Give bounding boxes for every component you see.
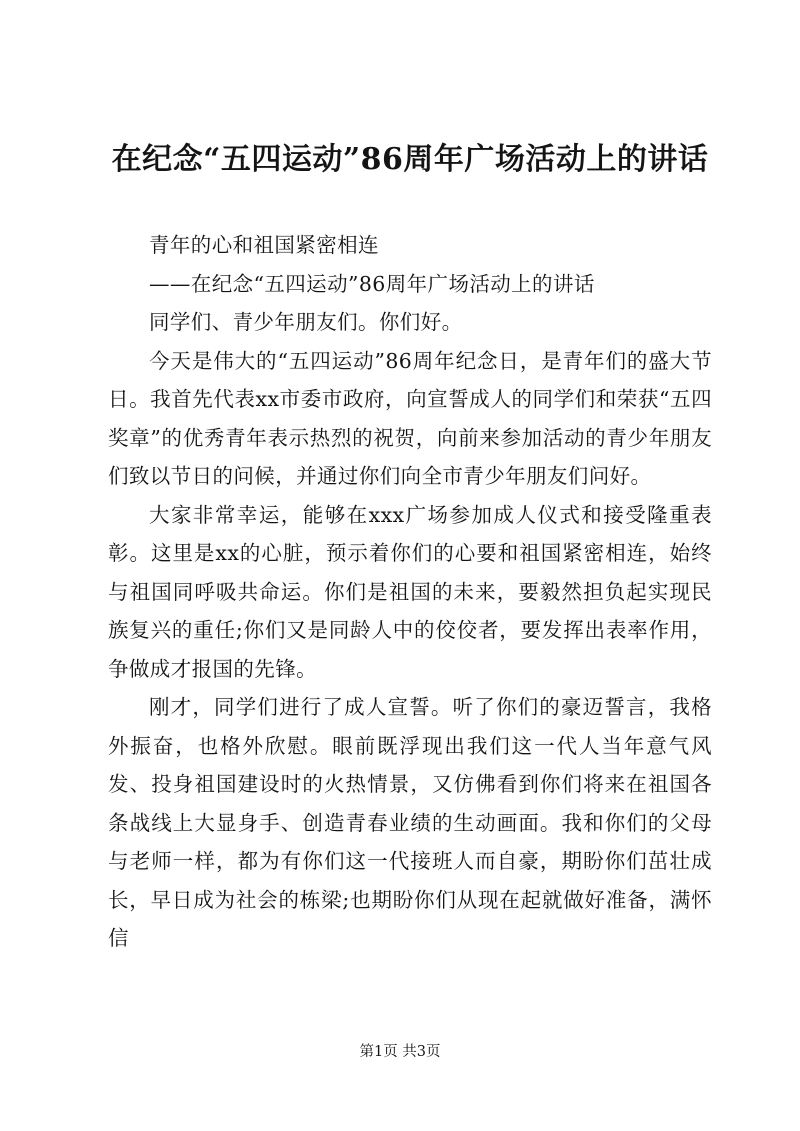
document-title: 在纪念“五四运动”86周年广场活动上的讲话 xyxy=(111,142,709,177)
paragraph: 刚才，同学们进行了成人宣誓。听了你们的豪迈誓言，我格外振奋，也格外欣慰。眼前既浮现出我们这一代人当年意气风发、投身祖国建设时的火热情景，又仿佛看到你们将来在祖国各条战线上大显身手、创造青春业绩的生动画面。我和你们的父母与老师一样，都为有你们这一代接班人而自豪，期盼你们茁壮成长，早日成为社会的栋梁;也期盼你们从现在起就做好准备，满怀信 xyxy=(108,695,712,950)
document-body xyxy=(108,226,712,958)
subtitle-dash-line: ——在纪念“五四运动”86周年广场活动上的讲话 xyxy=(149,271,595,296)
subtitle: 青年的心和祖国紧密相连 xyxy=(149,233,379,257)
paragraph: 今天是伟大的“五四运动”86周年纪念日，是青年们的盛大节日。我首先代表xx市委市政府，向宣誓成人的同学们和荣获“五四奖章”的优秀青年表示热烈的祝贺，向前来参加活动的青少年朋友们致以节日的问候，并通过你们向全市青少年朋友们问好。 xyxy=(108,348,712,488)
paragraph: 大家非常幸运，能够在xxx广场参加成人仪式和接受隆重表彰。这里是xx的心脏，预示着你们的心要和祖国紧密相连，始终与祖国同呼吸共命运。你们是祖国的未来，要毅然担负起实现民族复兴的重任;你们又是同龄人中的佼佼者，要发挥出表率作用，争做成才报国的先锋。 xyxy=(108,502,712,681)
greeting: 同学们、青少年朋友们。你们好。 xyxy=(149,310,463,334)
page-number-footer: 第1页 共3页 xyxy=(359,1044,441,1060)
